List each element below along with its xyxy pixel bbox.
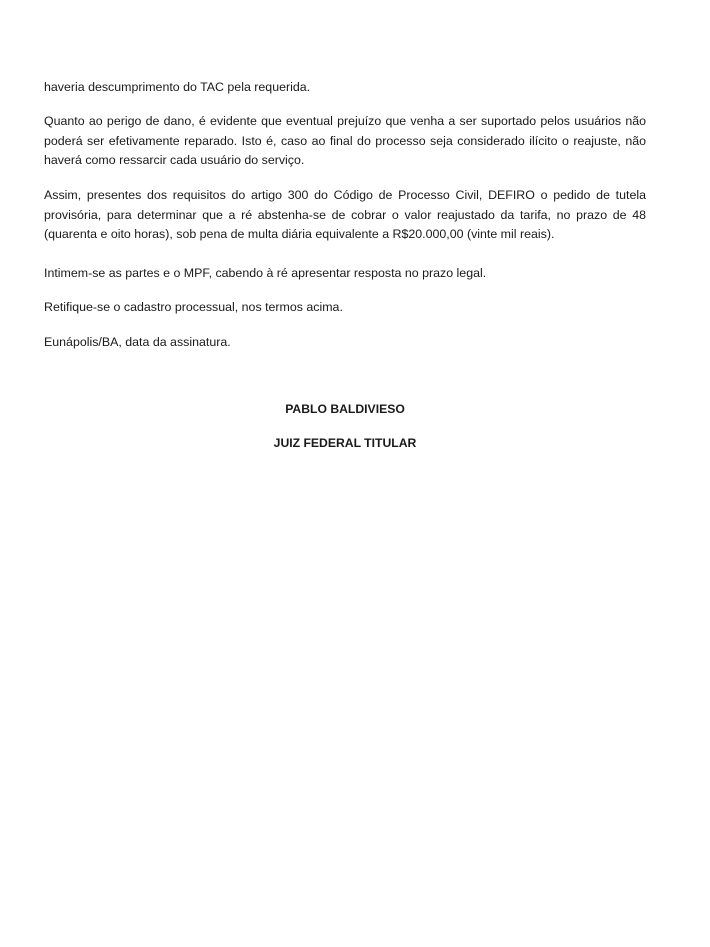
signature-title: JUIZ FEDERAL TITULAR [273,436,417,450]
paragraph-tac: haveria descumprimento do TAC pela requerida. [44,80,311,94]
paragraph-decisao: Assim, presentes dos requisitos do artigo 300 do Código de Processo Civil, DEFIRO o pedido de tutela provisória, para determinar que a ré abstenha-se de cobrar o valor reajustado da tarifa, no prazo de 48 (quarenta e oito horas), sob pena de multa diária equivalente a R$20.000,00 (vinte mil reais). [44,188,646,241]
paragraph-intimacao: Intimem-se as partes e o MPF, cabendo à ré apresentar resposta no prazo legal. [44,266,487,280]
paragraph-retificacao: Retifique-se o cadastro processual, nos termos acima. [44,300,343,314]
paragraph-local-data: Eunápolis/BA, data da assinatura. [44,335,231,349]
paragraph-perigo-de-dano: Quanto ao perigo de dano, é evidente que eventual prejuízo que venha a ser suportado pelos usuários não poderá ser efetivamente reparado. Isto é, caso ao final do processo seja considerado ilícito o reajuste, não haverá como ressarcir cada usuário do serviço. [44,114,646,167]
signature-name: PABLO BALDIVIESO [285,402,405,416]
